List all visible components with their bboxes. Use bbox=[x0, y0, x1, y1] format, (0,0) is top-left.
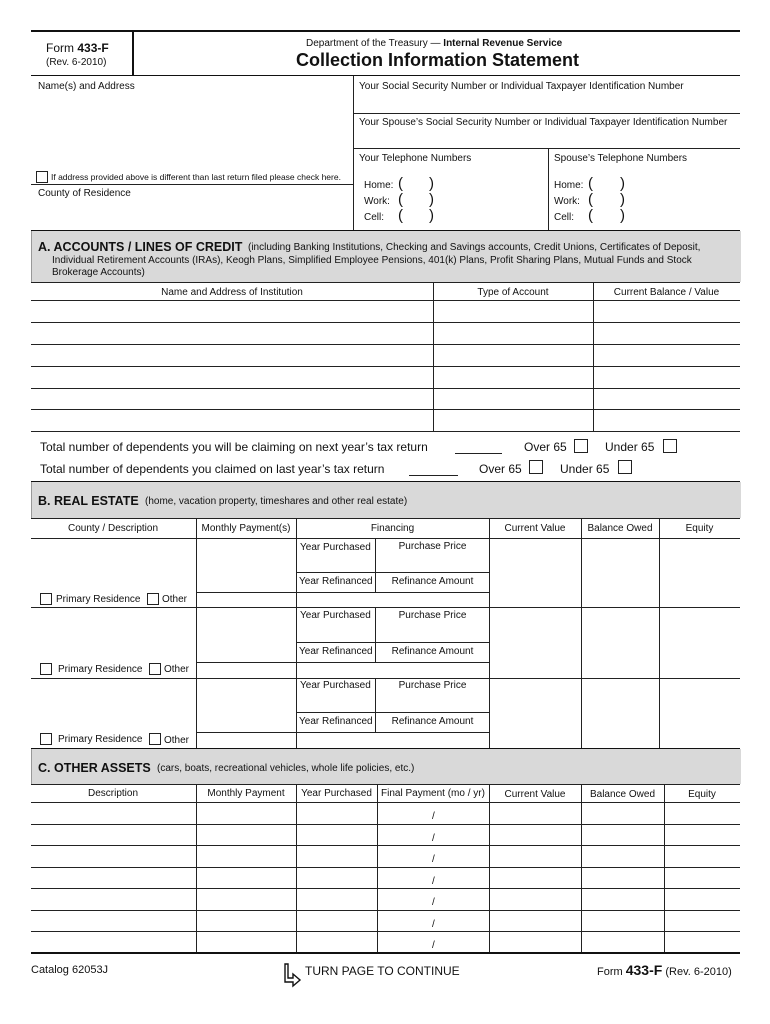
your-phones-label: Your Telephone Numbers bbox=[359, 153, 472, 164]
address-changed-label: If address provided above is different than last return filed please check here. bbox=[51, 172, 341, 182]
property1-other-checkbox[interactable] bbox=[147, 593, 159, 605]
col-county-description: County / Description bbox=[67, 523, 159, 534]
section-a-desc-3: Brokerage Accounts) bbox=[52, 267, 145, 278]
property2-other-label: Other bbox=[164, 664, 190, 675]
col-equity: Equity bbox=[685, 523, 714, 534]
final-payment-slash: / bbox=[432, 833, 435, 844]
col-monthly-payment: Monthly Payment bbox=[207, 788, 285, 799]
section-b-colhead-bottom bbox=[31, 538, 740, 539]
section-c-col-divider bbox=[377, 785, 378, 953]
last-year-under65-checkbox[interactable] bbox=[618, 460, 632, 474]
property3-primary-checkbox[interactable] bbox=[40, 733, 52, 745]
section-a-desc-2: Individual Retirement Accounts (IRAs), Keogh Plans, Simplified Employee Pensions, 401(k) Plans, Profit Sharing Plans, Mutual Funds and Stock bbox=[52, 255, 692, 266]
final-payment-slash: / bbox=[432, 940, 435, 951]
section-b-header-bottom bbox=[31, 518, 740, 519]
section-b-row-rule bbox=[196, 732, 489, 733]
section-a-row bbox=[31, 300, 740, 301]
col-current-value: Current Value bbox=[504, 523, 566, 534]
turn-page-arrow-icon bbox=[284, 962, 306, 988]
spouse-ssn-label: Your Spouse’s Social Security Number or Individual Taxpayer Identification Number bbox=[359, 117, 728, 128]
section-c-row bbox=[31, 931, 740, 932]
page-title: Collection Information Statement bbox=[296, 50, 580, 70]
top-rule bbox=[31, 30, 740, 32]
col-final-payment: Final Payment (mo / yr) bbox=[381, 788, 485, 799]
final-payment-slash: / bbox=[432, 876, 435, 887]
last-year-over65-checkbox[interactable] bbox=[529, 460, 543, 474]
ssn-label: Your Social Security Number or Individual Taxpayer Identification Number bbox=[359, 81, 684, 92]
footer-form-number: 433-F bbox=[625, 962, 663, 978]
section-a-row bbox=[31, 409, 740, 410]
footer-rule bbox=[31, 952, 740, 954]
financing-rule bbox=[296, 572, 489, 573]
section-c-col-divider bbox=[581, 785, 582, 953]
section-a-row bbox=[31, 344, 740, 345]
work-label: Work: bbox=[364, 196, 390, 207]
section-a-row bbox=[31, 322, 740, 323]
section-b-col-divider bbox=[296, 519, 297, 749]
spouse-work-open-paren: ( bbox=[588, 191, 593, 208]
purchase-price-label: Purchase Price bbox=[398, 541, 467, 552]
footer-form-id bbox=[597, 962, 732, 978]
cell-open-paren: ( bbox=[398, 207, 403, 224]
property-block-rule bbox=[31, 607, 740, 608]
refinance-amount-label: Refinance Amount bbox=[391, 576, 474, 587]
ssn-rule bbox=[354, 113, 740, 114]
names-address-label: Name(s) and Address bbox=[38, 81, 135, 92]
property-block-rule bbox=[31, 678, 740, 679]
section-c-row bbox=[31, 888, 740, 889]
section-a-header-bottom bbox=[31, 282, 740, 283]
form-label: Form bbox=[46, 41, 74, 55]
year-refinanced-label: Year Refinanced bbox=[299, 646, 373, 657]
form-number: 433-F bbox=[77, 41, 109, 55]
address-changed-checkbox[interactable] bbox=[36, 171, 48, 183]
section-b-col-divider bbox=[489, 519, 490, 749]
year-purchased-label: Year Purchased bbox=[300, 542, 371, 553]
col-current-value-c: Current Value bbox=[504, 789, 566, 800]
property1-primary-label: Primary Residence bbox=[56, 594, 141, 605]
refinance-amount-label: Refinance Amount bbox=[391, 716, 474, 727]
section-c-col-divider bbox=[664, 785, 665, 953]
col-account-type: Type of Account bbox=[477, 287, 549, 298]
header-divider bbox=[132, 31, 134, 75]
county-label: County of Residence bbox=[38, 188, 131, 199]
footer-form-label: Form bbox=[597, 966, 623, 978]
final-payment-slash: / bbox=[432, 897, 435, 908]
section-b-title: B. REAL ESTATE bbox=[38, 494, 139, 508]
section-c-title: C. OTHER ASSETS bbox=[38, 761, 151, 775]
turn-page-text: TURN PAGE TO CONTINUE bbox=[305, 964, 460, 978]
property1-primary-checkbox[interactable] bbox=[40, 593, 52, 605]
property3-other-label: Other bbox=[164, 735, 190, 746]
header-bottom-rule bbox=[31, 75, 740, 76]
year-refinanced-label: Year Refinanced bbox=[299, 716, 373, 727]
col-financing: Financing bbox=[370, 523, 415, 534]
section-a-title: A. ACCOUNTS / LINES OF CREDIT bbox=[38, 240, 243, 254]
spouse-ssn-rule bbox=[354, 148, 740, 149]
spouse-cell-open-paren: ( bbox=[588, 207, 593, 224]
col-year-purchased: Year Purchased bbox=[301, 788, 372, 799]
spouse-home-label: Home: bbox=[554, 180, 584, 191]
refinance-amount-label: Refinance Amount bbox=[391, 646, 474, 657]
personal-divider bbox=[353, 76, 354, 230]
section-b-row-rule bbox=[196, 592, 489, 593]
form-revision: (Rev. 6-2010) bbox=[46, 57, 107, 68]
property2-primary-label: Primary Residence bbox=[58, 664, 143, 675]
final-payment-slash: / bbox=[432, 919, 435, 930]
col-current-balance: Current Balance / Value bbox=[613, 287, 720, 298]
section-c-row bbox=[31, 802, 740, 803]
section-a-row bbox=[31, 431, 740, 432]
section-c-row bbox=[31, 845, 740, 846]
spouse-home-close-paren: ) bbox=[620, 175, 625, 192]
purchase-price-label: Purchase Price bbox=[398, 610, 467, 621]
dependents-next-year-label: Total number of dependents you will be claiming on next year’s tax return bbox=[40, 440, 428, 454]
home-close-paren: ) bbox=[429, 175, 434, 192]
section-c-header-bottom bbox=[31, 784, 740, 785]
next-year-over65-label: Over 65 bbox=[524, 440, 567, 454]
spouse-cell-label: Cell: bbox=[554, 212, 575, 223]
final-payment-slash: / bbox=[432, 811, 435, 822]
spouse-work-close-paren: ) bbox=[620, 191, 625, 208]
section-b-row-rule bbox=[196, 662, 489, 663]
financing-rule bbox=[296, 712, 489, 713]
section-b-col-divider bbox=[581, 519, 582, 749]
section-c-row bbox=[31, 824, 740, 825]
section-b-subtitle: (home, vacation property, timeshares and other real estate) bbox=[145, 496, 408, 507]
section-b-col-divider bbox=[659, 519, 660, 749]
dependents-last-year-field[interactable] bbox=[409, 475, 458, 476]
home-label: Home: bbox=[364, 180, 394, 191]
county-rule bbox=[31, 184, 353, 185]
home-open-paren: ( bbox=[398, 175, 403, 192]
spouse-work-label: Work: bbox=[554, 196, 580, 207]
section-c-subtitle: (cars, boats, recreational vehicles, whole life policies, etc.) bbox=[157, 763, 415, 774]
col-description: Description bbox=[87, 788, 139, 799]
col-balance-owed: Balance Owed bbox=[587, 523, 653, 534]
spouse-cell-close-paren: ) bbox=[620, 207, 625, 224]
dependents-last-year-label: Total number of dependents you claimed on last year’s tax return bbox=[40, 462, 385, 476]
final-payment-slash: / bbox=[432, 854, 435, 865]
property3-primary-label: Primary Residence bbox=[58, 734, 143, 745]
catalog-number: Catalog 62053J bbox=[31, 964, 109, 976]
section-c-row bbox=[31, 910, 740, 911]
section-b-col-divider bbox=[196, 519, 197, 749]
work-open-paren: ( bbox=[398, 191, 403, 208]
col-balance-owed-c: Balance Owed bbox=[589, 789, 656, 800]
department: Department of the Treasury — bbox=[306, 38, 441, 49]
next-year-under65-label: Under 65 bbox=[605, 440, 655, 454]
last-year-over65-label: Over 65 bbox=[479, 462, 522, 476]
property1-other-label: Other bbox=[162, 594, 188, 605]
section-c-col-divider bbox=[196, 785, 197, 953]
year-purchased-label: Year Purchased bbox=[300, 610, 371, 621]
form-id bbox=[46, 41, 109, 55]
spouse-phones-label: Spouse’s Telephone Numbers bbox=[554, 153, 688, 164]
next-year-over65-checkbox[interactable] bbox=[574, 439, 588, 453]
cell-label: Cell: bbox=[364, 212, 385, 223]
work-close-paren: ) bbox=[429, 191, 434, 208]
financing-rule bbox=[296, 642, 489, 643]
year-purchased-label: Year Purchased bbox=[300, 680, 371, 691]
agency: Internal Revenue Service bbox=[443, 38, 563, 49]
footer-revision: (Rev. 6-2010) bbox=[665, 966, 732, 978]
property2-primary-checkbox[interactable] bbox=[40, 663, 52, 675]
col-institution: Name and Address of Institution bbox=[161, 287, 303, 298]
section-c-col-divider bbox=[296, 785, 297, 953]
section-a-row bbox=[31, 366, 740, 367]
last-year-under65-label: Under 65 bbox=[560, 462, 610, 476]
section-a-row bbox=[31, 388, 740, 389]
phones-divider bbox=[548, 149, 549, 230]
col-equity-c: Equity bbox=[688, 789, 716, 800]
department-line bbox=[306, 38, 562, 49]
section-a-desc-1: (including Banking Institutions, Checking and Savings accounts, Credit Unions, Certificates of Deposit, bbox=[248, 242, 701, 253]
next-year-under65-checkbox[interactable] bbox=[663, 439, 677, 453]
property3-other-checkbox[interactable] bbox=[149, 733, 161, 745]
col-monthly-payments: Monthly Payment(s) bbox=[201, 523, 291, 534]
section-c-row bbox=[31, 867, 740, 868]
dependents-next-year-field[interactable] bbox=[455, 453, 502, 454]
section-c-col-divider bbox=[489, 785, 490, 953]
spouse-home-open-paren: ( bbox=[588, 175, 593, 192]
year-refinanced-label: Year Refinanced bbox=[299, 576, 373, 587]
property2-other-checkbox[interactable] bbox=[149, 663, 161, 675]
cell-close-paren: ) bbox=[429, 207, 434, 224]
purchase-price-label: Purchase Price bbox=[398, 680, 467, 691]
